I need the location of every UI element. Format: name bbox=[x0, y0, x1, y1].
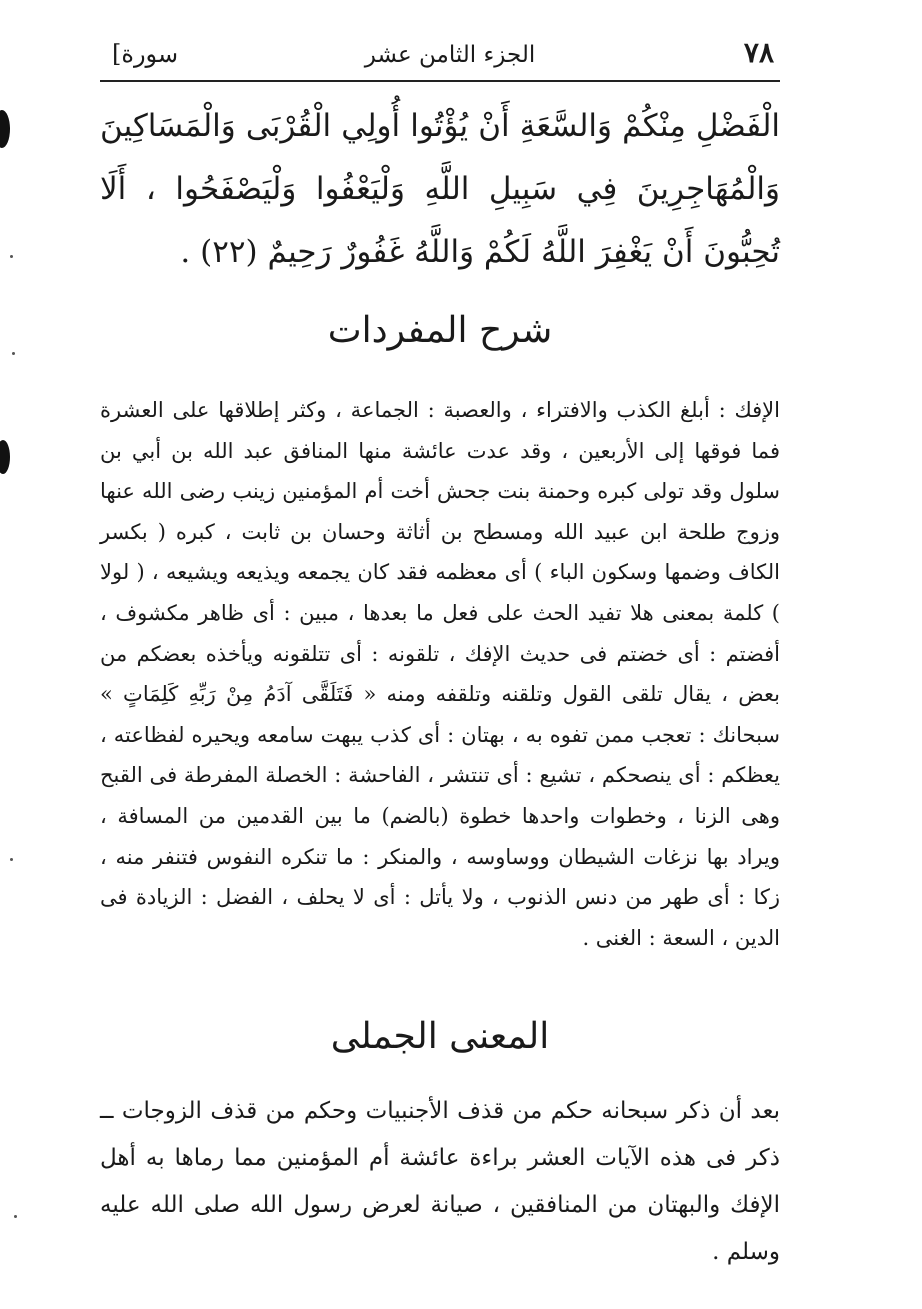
general-meaning-paragraph: بعد أن ذكر سبحانه حكم من قذف الأجنبيات وحكم من قذف الزوجات ــ ذكر فى هذه الآيات العشر براءة عائشة أم المؤمنين مما رماها به أهل الإفك والبهتان من المنافقين ، صيانة لعرض رسول الله صلى الله عليه وسلم . bbox=[100, 1098, 780, 1265]
section-heading-general-meaning: المعنى الجملى bbox=[330, 1016, 550, 1057]
page-header bbox=[100, 30, 780, 82]
scan-speck bbox=[12, 352, 15, 355]
header-rule bbox=[100, 80, 780, 82]
quran-verse: الْفَضْلِ مِنْكُمْ وَالسَّعَةِ أَنْ يُؤْتُوا أُولِي الْقُرْبَى وَالْمَسَاكِينَ وَالْمُهَاجِرِينَ فِي سَبِيلِ اللَّهِ وَلْيَعْفُوا وَلْيَصْفَحُوا ، أَلَا تُحِبُّونَ أَنْ يَغْفِرَ اللَّهُ لَكُمْ وَاللَّهُ غَفُورٌ رَحِيمٌ (٢٢) . bbox=[100, 108, 780, 270]
vocabulary-paragraph: الإفك : أبلغ الكذب والافتراء ، والعصبة : الجماعة ، وكثر إطلاقها على العشرة فما فوقها إلى الأربعين ، وقد عدت عائشة منها المنافق عبد الله بن أبي بن سلول وقد تولى كبره وحمنة بنت جحش أخت أم المؤمنين زينب رضى الله عنها وزوج طلحة ابن عبيد الله ومسطح بن أثاثة وحسان بن ثابت ، كبره ( بكسر الكاف وضمها وسكون الباء ) أى معظمه فقد كان يجمعه ويذيعه ويشيعه ، ( لولا ) كلمة بمعنى هلا تفيد الحث على فعل ما بعدها ، مبين : أى ظاهر مكشوف ، أفضتم : أى خضتم فى حديث الإفك ، تلقونه : أى تتلقونه ويأخذه بعضكم من بعض ، يقال تلقى القول وتلقنه وتلقفه ومنه « فَتَلَقَّى آدَمُ مِنْ رَبِّهِ كَلِمَاتٍ » سبحانك : تعجب ممن تفوه به ، بهتان : أى كذب يبهت سامعه ويحيره لفظاعته ، يعظكم : أى ينصحكم ، تشيع : أى تنتشر ، الفاحشة : الخصلة المفرطة فى القبح وهى الزنا ، وخطوات واحدها خطوة (بالضم) ما بين القدمين من المسافة ، ويراد بها نزغات الشيطان ووساوسه ، والمنكر : ما تنكره النفوس فتنفر منه ، زكا : أى طهر من دنس الذنوب ، ولا يأتل : أى لا يحلف ، الفضل : الزيادة فى الدين ، السعة : الغنى . bbox=[100, 398, 780, 950]
scan-speck bbox=[10, 255, 13, 258]
section-heading-vocabulary: شرح المفردات bbox=[327, 310, 553, 351]
page-number: ٧٨ bbox=[743, 36, 774, 69]
scan-speck bbox=[14, 1215, 17, 1218]
scan-speck bbox=[10, 858, 13, 861]
surah-label: [سورة bbox=[112, 40, 179, 68]
juz-title: الجزء الثامن عشر bbox=[364, 42, 536, 68]
binding-mark-bottom bbox=[0, 440, 10, 474]
binding-mark-top bbox=[0, 110, 10, 148]
